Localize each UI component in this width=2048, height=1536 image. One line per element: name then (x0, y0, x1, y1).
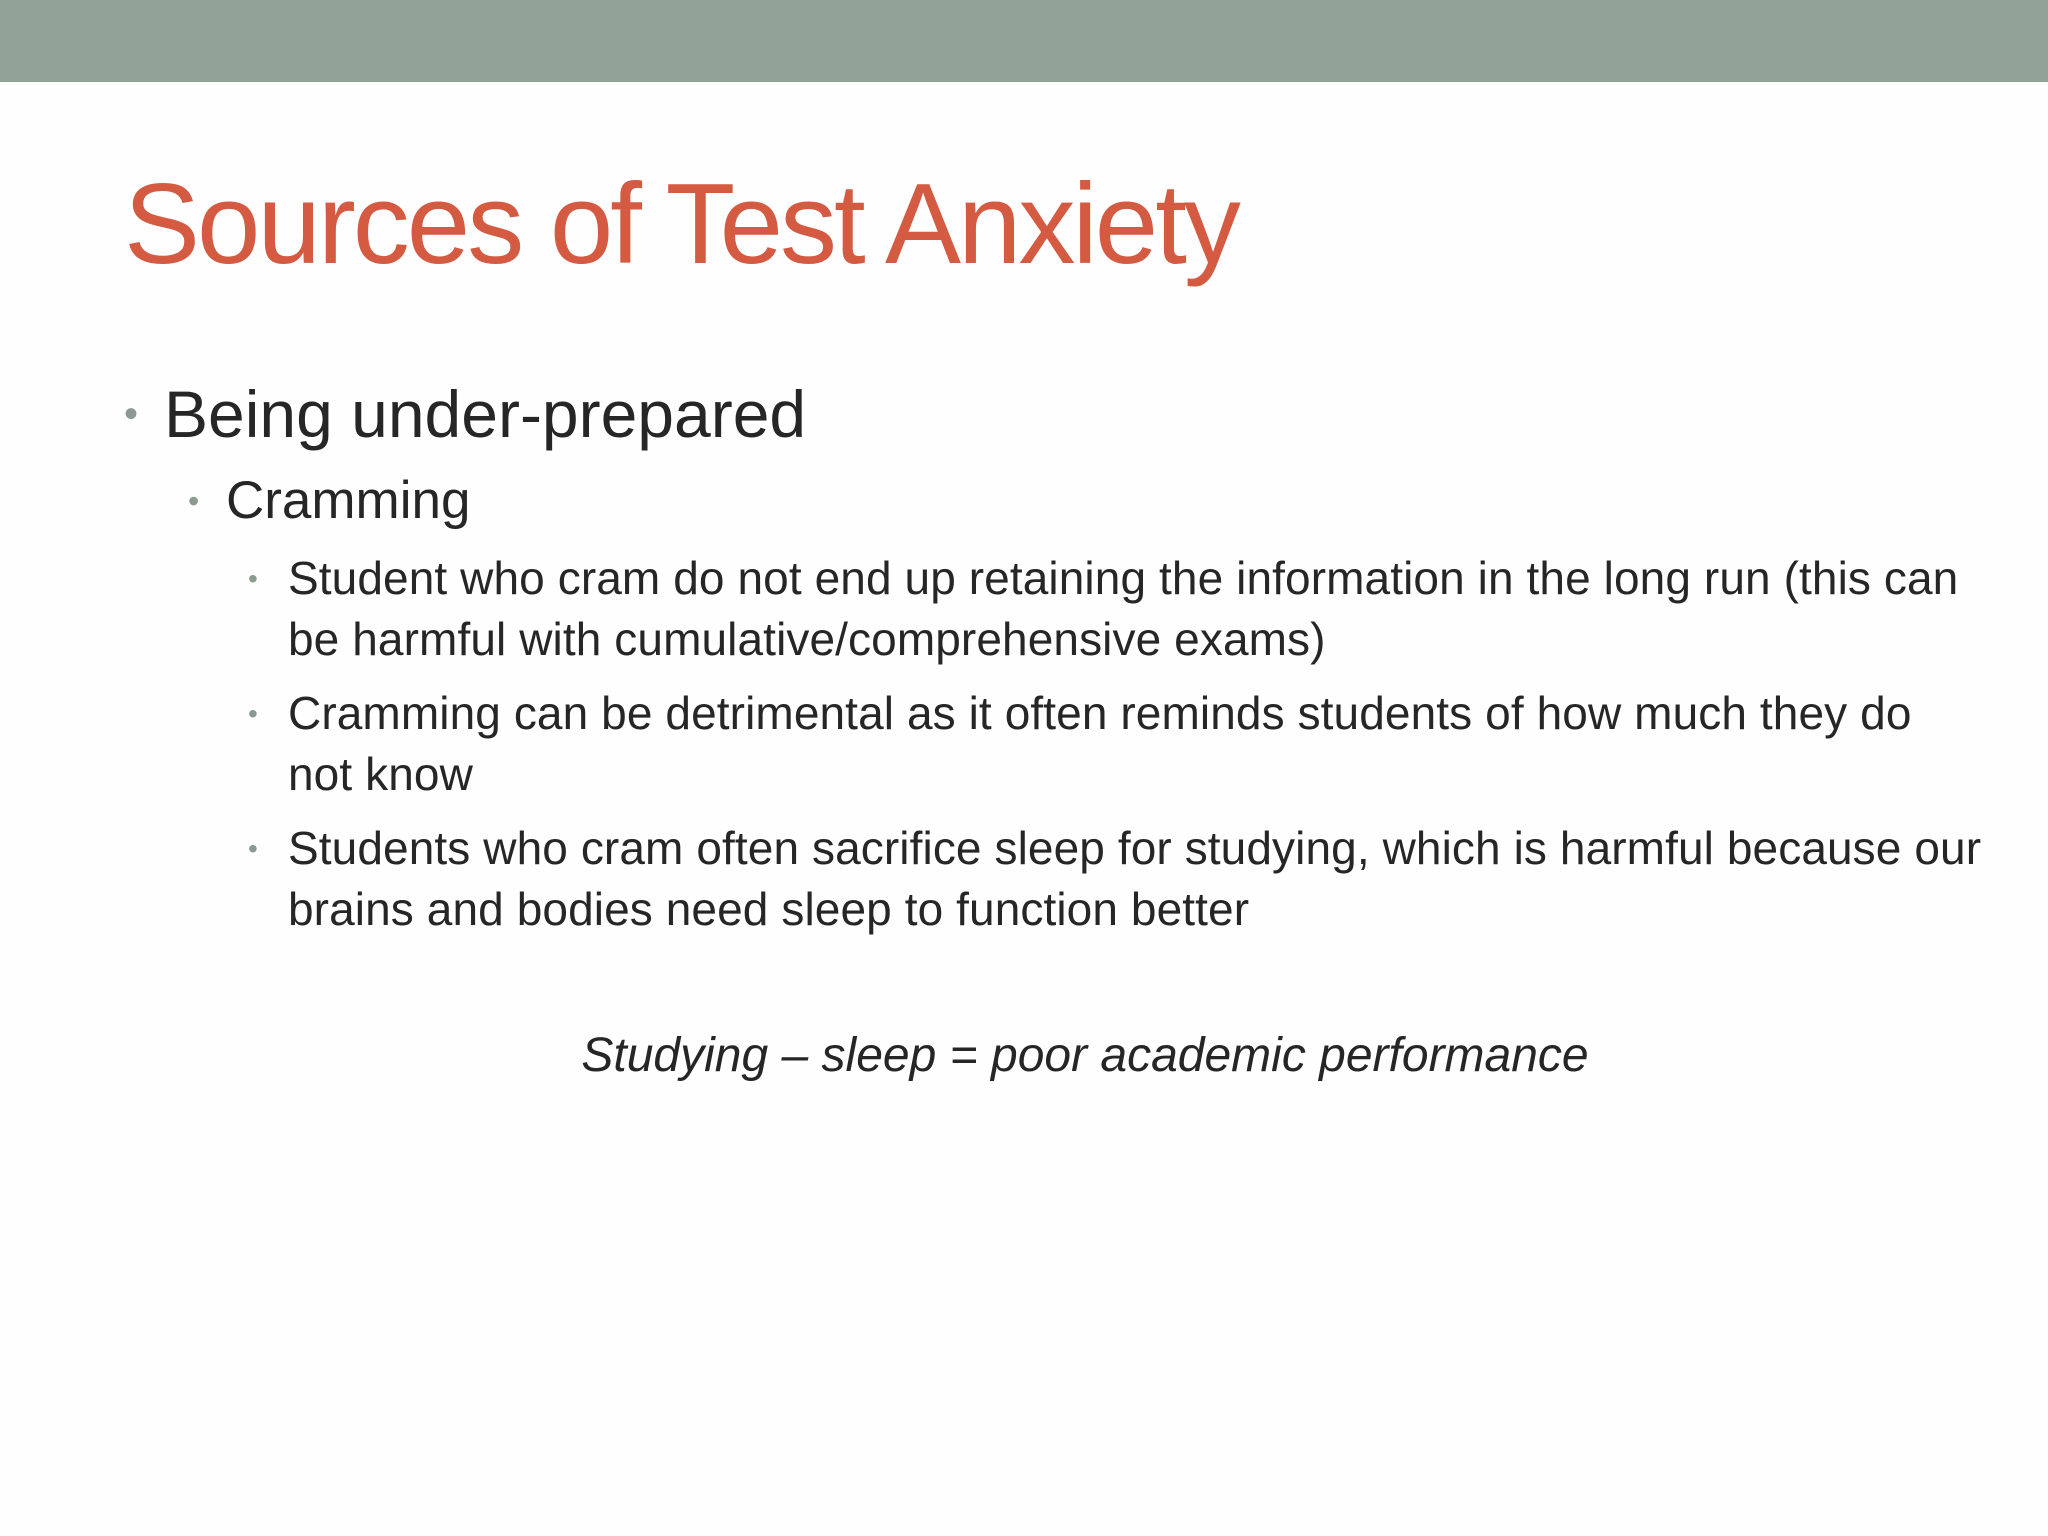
bullet-dot-icon: • (248, 833, 258, 864)
bullet-text: Students who cram often sacrifice sleep for studying, which is harmful because our brains and bodies need sleep to function better (288, 822, 1982, 935)
bullet-level3-sleep (248, 818, 1988, 940)
summary-equation: Studying – sleep = poor academic performance (581, 1029, 1589, 1082)
top-accent-bar (0, 0, 2048, 82)
bullet-dot-icon: • (124, 392, 139, 436)
slide-title: Sources of Test Anxiety (124, 161, 1238, 288)
bullet-text: Student who cram do not end up retaining the information in the long run (this can be harmful with cumulative/comprehensive exams) (288, 552, 1959, 665)
bullet-level2-cramming (188, 470, 471, 532)
bullet-level1-being-under-prepared (124, 376, 807, 452)
bullet-level3-retention (248, 548, 1988, 670)
bullet-dot-icon: • (248, 698, 258, 729)
bullet-text: Cramming (226, 471, 471, 530)
bullet-text: Cramming can be detrimental as it often reminds students of how much they do not know (288, 687, 1912, 800)
bullet-dot-icon: • (188, 483, 200, 519)
bullet-level3-detrimental (248, 683, 1988, 805)
bullet-dot-icon: • (248, 563, 258, 594)
bullet-text: Being under-prepared (164, 377, 807, 451)
